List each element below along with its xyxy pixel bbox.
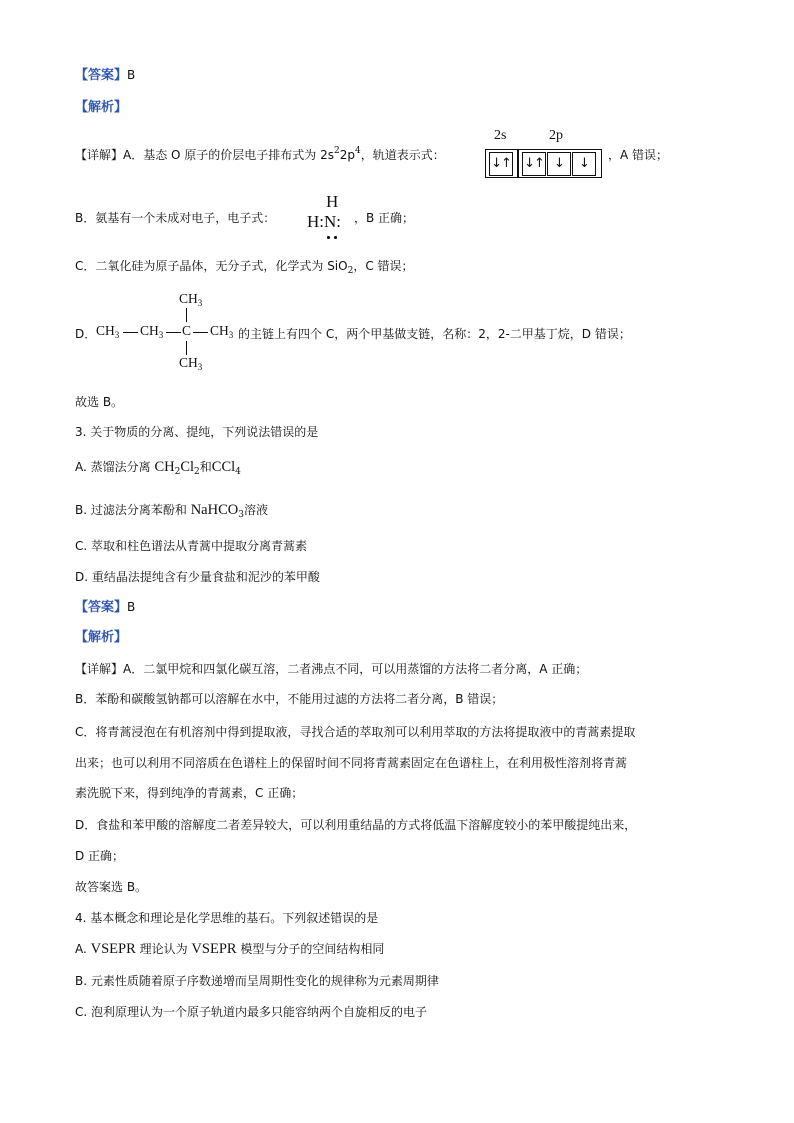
q3-a-text: A. 蒸馏法分离	[75, 460, 155, 474]
orbital-2p-box-3: ↓	[572, 152, 596, 176]
bond-bottom	[186, 341, 187, 355]
q3-stem-text: 3. 关于物质的分离、提纯，下列说法错误的是	[75, 425, 319, 439]
q3-answer-value: B	[127, 600, 136, 614]
q3-b-text: B. 过滤法分离苯酚和	[75, 503, 191, 517]
q2-d-end-text: 的主链上有四个 C，两个甲基做支链，名称：2，2-二甲基丁烷，D 错误；	[238, 327, 631, 341]
q4-a-term2: VSEPR	[191, 941, 237, 957]
orbital-2s-label: 2s	[494, 128, 507, 143]
ch3-left: $CH_3$	[96, 323, 120, 340]
orbital-2p-box-2: ↓	[547, 152, 571, 176]
q3-explain-c2	[75, 754, 627, 773]
q3-explain-d2	[75, 847, 124, 866]
analysis-heading	[75, 99, 127, 117]
answer-tag: 【答案】	[75, 68, 128, 83]
q4-c-text: C. 泡利原理认为一个原子轨道内最多只能容纳两个自旋相反的电子	[75, 1005, 428, 1019]
lone-pair-dot	[327, 236, 330, 239]
q2-explain-b	[75, 209, 275, 228]
q3-explain-d1-text: D．食盐和苯甲酸的溶解度二者差异较大，可以利用重结晶的方式将低温下溶解度较小的苯甲酸提纯出来，	[75, 818, 637, 832]
q3-explain-d1	[75, 816, 636, 835]
q2-b-text: B．氨基有一个未成对电子，电子式：	[75, 211, 276, 225]
q3-a-f3: CCl	[211, 459, 236, 475]
q3-explain-d2-text: D 正确；	[75, 849, 125, 863]
q3-a-and: 和	[199, 460, 212, 474]
amino-h-top: H	[326, 192, 339, 211]
q4-b-text: B. 元素性质随着原子序数递增而呈周期性变化的规律称为元素周期律	[75, 974, 439, 988]
q3-b-end: 溶液	[243, 503, 268, 517]
q3-option-c	[75, 537, 307, 556]
q2-c-end: ，C 错误；	[353, 259, 414, 273]
q4-stem	[75, 909, 378, 928]
q2-a-post: ，轨道表示式：	[360, 148, 445, 162]
q2-conclusion	[75, 393, 123, 412]
q2-a-sup2: 4	[355, 146, 361, 156]
q3-analysis-tag: 【解析】	[75, 630, 128, 645]
q3-explain-b-text: B．苯酚和碳酸氢钠都可以溶解在水中，不能用过滤的方法将二者分离，B 错误；	[75, 692, 504, 706]
q3-b-sub: 3	[238, 510, 244, 520]
ch3-right: $CH_3$	[210, 323, 234, 340]
bond-1	[123, 332, 138, 333]
q3-option-a	[75, 458, 241, 477]
orbital-2p-label: 2p	[549, 128, 563, 143]
q3-explain-c3-text: 素洗脱下来，得到纯净的青蒿素，C 正确；	[75, 786, 304, 800]
q3-stem	[75, 423, 318, 442]
orbital-2s-box: ↓↑	[489, 152, 513, 176]
q3-explain-a	[75, 660, 587, 679]
analysis-tag: 【解析】	[75, 100, 128, 115]
q3-a-f2-sub: 2	[194, 467, 200, 477]
c-center: C	[182, 323, 192, 338]
q2-d-end	[238, 325, 631, 344]
q2-b-end	[354, 209, 414, 228]
q4-a-mid1: 理论认为	[135, 942, 192, 956]
q3-a-f3-sub: 4	[235, 467, 241, 477]
q2-a-end-text: ，A 错误；	[608, 148, 669, 162]
q2-c-text: C．二氧化硅为原子晶体，无分子式，化学式为 SiO	[75, 259, 348, 273]
q2-a-text: 【详解】A．基态 O 原子的价层电子排布式为 2s	[75, 148, 334, 162]
q3-d-text: D. 重结晶法提纯含有少量食盐和泥沙的苯甲酸	[75, 570, 320, 584]
q2-explain-a	[75, 146, 445, 165]
ch2: $CH_3$	[140, 323, 164, 340]
q3-answer-line	[75, 598, 135, 617]
bond-2	[166, 332, 181, 333]
q2-a-end	[608, 146, 668, 165]
q3-explain-a-text: 【详解】A．二氯甲烷和四氯化碳互溶，二者沸点不同，可以用蒸馏的方法将二者分离，A 正确；	[75, 662, 588, 676]
q3-option-b	[75, 501, 268, 520]
q3-option-d	[75, 568, 320, 587]
q3-a-f1-sub: 2	[174, 467, 181, 477]
q4-option-a	[75, 940, 384, 959]
q3-conclusion	[75, 878, 147, 897]
q2-explain-d-label	[75, 325, 96, 344]
amino-hn: H:N:	[307, 212, 341, 231]
q4-a-term1: VSEPR	[90, 941, 136, 957]
q2-b-end-text: ，B 正确；	[354, 211, 415, 225]
ch3-top: $CH_3$	[179, 291, 203, 308]
q2-a-mid: 2p	[339, 148, 355, 162]
q3-a-f2: Cl	[180, 459, 195, 475]
q3-explain-c1	[75, 723, 635, 742]
lone-pair-dot	[334, 236, 337, 239]
q3-b-formula: NaHCO	[190, 502, 239, 518]
q4-option-b	[75, 972, 439, 991]
q3-conclusion-text: 故答案选 B。	[75, 880, 148, 894]
q3-c-text: C. 萃取和柱色谱法从青蒿中提取分离青蒿素	[75, 539, 308, 553]
q4-stem-text: 4. 基本概念和理论是化学思维的基石。下列叙述错误的是	[75, 911, 379, 925]
q3-explain-c1-text: C．将青蒿浸泡在有机溶剂中得到提取液，寻找合适的萃取剂可以利用萃取的方法将提取液中的青蒿素提取	[75, 725, 636, 739]
q2-conclusion-text: 故选 B。	[75, 395, 124, 409]
q3-a-f1: CH	[154, 459, 175, 475]
q3-explain-c2-text: 出来；也可以利用不同溶质在色谱柱上的保留时间不同将青蒿素固定在色谱柱上，在利用极性溶剂将青蒿	[75, 756, 628, 770]
answer-line	[75, 66, 135, 85]
q2-c-sub: 2	[347, 266, 354, 276]
q3-answer-tag: 【答案】	[75, 600, 128, 615]
q2-explain-c	[75, 257, 414, 276]
q4-a-mid2: 模型与分子的空间结构相同	[236, 942, 385, 956]
bond-3	[193, 332, 208, 333]
ch3-bottom: $CH_3$	[179, 355, 203, 372]
q2-d-label: D．	[75, 327, 97, 341]
q4-a-label: A.	[75, 942, 91, 956]
q2-a-sup1: 2	[334, 146, 340, 156]
q3-explain-c3	[75, 784, 303, 803]
bond-top	[186, 308, 187, 322]
q3-explain-b	[75, 690, 503, 709]
orbital-2p-box-1: ↓↑	[522, 152, 546, 176]
answer-value: B	[127, 68, 136, 82]
q3-analysis-heading	[75, 629, 127, 647]
q4-option-c	[75, 1003, 427, 1022]
